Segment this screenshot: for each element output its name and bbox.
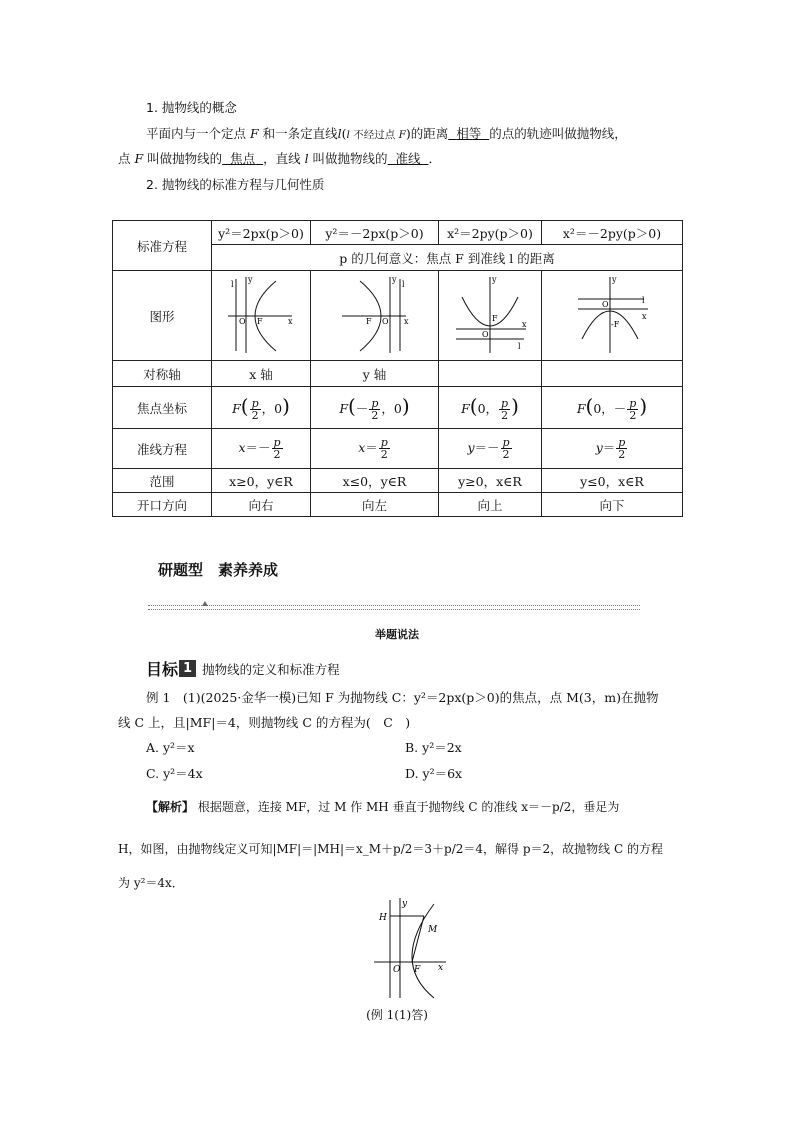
row-label-range: 范围	[113, 469, 212, 493]
svg-text:l: l	[642, 296, 645, 305]
concept-text: 平面内与一个定点	[146, 126, 247, 141]
svg-text:l: l	[518, 342, 521, 351]
option-b: B. y²＝2x	[405, 740, 462, 755]
solution-line-3: 为 y²＝4x．	[118, 876, 184, 890]
concept-note: 不经过点	[349, 129, 399, 141]
svg-text:F: F	[492, 314, 498, 323]
concept-text: 叫做抛物线的	[147, 151, 223, 166]
svg-text:x: x	[438, 963, 444, 973]
range-cell: y≥0，x∈R	[439, 469, 542, 493]
blank-directrix: 准线	[395, 151, 421, 166]
axis-cell	[542, 361, 683, 387]
svg-text:O: O	[239, 317, 246, 326]
focus-prefix: F	[576, 401, 586, 416]
section2-heading: 2. 抛物线的标准方程与几何性质	[146, 177, 325, 192]
target-badge-number: 1	[179, 660, 196, 677]
directrix-cell: y＝ $\frac{p}{2}$	[542, 429, 683, 469]
svg-text:F: F	[257, 317, 263, 326]
divider	[148, 609, 640, 610]
graph-cell	[439, 271, 542, 361]
svg-text:x: x	[403, 317, 409, 326]
svg-text:y: y	[391, 275, 397, 284]
concept-text: 的点的轨迹叫做抛物线，	[489, 126, 627, 141]
option-a: A. y²＝x	[146, 740, 195, 755]
section-title: 研题型 素养养成	[158, 561, 279, 579]
example-line-1: 例 1 (1)(2025·金华一模)已知 F 为抛物线 C：y²＝2px(p＞0)的焦点，点 M(3，m)在抛物	[146, 690, 659, 705]
focus-prefix: F	[461, 401, 470, 416]
divider-marker	[202, 601, 208, 606]
concept-text: 和一条定直线	[262, 126, 338, 141]
opening-cell: 向右	[212, 493, 311, 517]
range-cell: y≤0，x∈R	[542, 469, 683, 493]
svg-text:F: F	[414, 965, 421, 975]
focus-prefix: F	[339, 401, 349, 416]
range-cell: x≤0，y∈R	[311, 469, 439, 493]
equation-cell: y²＝－2px(p＞0)	[311, 221, 439, 245]
row-label-focus: 焦点坐标	[113, 387, 212, 429]
svg-text:l: l	[401, 280, 405, 289]
target-title: 抛物线的定义和标准方程	[202, 661, 340, 677]
graph-up-opening	[452, 273, 528, 355]
svg-text:-F: -F	[611, 320, 620, 329]
p-meaning: p 的几何意义：焦点 F 到准线 l 的距离	[212, 245, 683, 271]
graph-right-opening	[226, 273, 296, 355]
parabola-figure	[362, 894, 452, 1002]
concept-text: )的距离	[405, 126, 449, 141]
svg-text:x: x	[642, 312, 647, 321]
axis-cell: y 轴	[311, 361, 439, 387]
opening-cell: 向下	[542, 493, 683, 517]
axis-cell	[439, 361, 542, 387]
row-label-directrix: 准线方程	[113, 429, 212, 469]
row-label-graph: 图形	[113, 271, 212, 361]
svg-text:O: O	[482, 330, 489, 339]
directrix-cell: y＝－ $\frac{p}{2}$	[439, 429, 542, 469]
focus-cell: F( $\frac{p}{2}$ ，0)	[212, 387, 311, 429]
focus-cell: F(0，－ $\frac{p}{2}$ )	[542, 387, 683, 429]
concept-heading: 1. 抛物线的概念	[146, 100, 237, 115]
directrix-cell: x＝ $\frac{p}{2}$	[311, 429, 439, 469]
focus-prefix: F	[232, 401, 241, 416]
axis-cell: x 轴	[212, 361, 311, 387]
equation-cell: x²＝2py(p＞0)	[439, 221, 542, 245]
graph-left-opening	[340, 273, 410, 355]
opening-cell: 向上	[439, 493, 542, 517]
svg-text:x: x	[522, 320, 527, 329]
svg-text:F: F	[365, 317, 372, 326]
concept-line-2: 点 F 叫做抛物线的 焦点 ，直线 l 叫做抛物线的 准线 ．	[118, 151, 441, 166]
focus-cell: F(－ $\frac{p}{2}$ ，0)	[311, 387, 439, 429]
svg-text:l: l	[231, 280, 234, 289]
concept-text: (	[341, 126, 347, 141]
svg-text:y: y	[612, 275, 617, 284]
solution-text: 根据题意，连接 MF，过 M 作 MH 垂直于抛物线 C 的准线 x＝－p/2，垂足为	[197, 800, 620, 814]
row-label-axis: 对称轴	[113, 361, 212, 387]
option-c: C. y²＝4x	[146, 766, 203, 781]
svg-text:H: H	[379, 913, 387, 923]
example-figure	[362, 894, 452, 1005]
solution-tag: 【解析】	[146, 800, 195, 814]
figure-caption: (例 1(1)答)	[366, 1008, 428, 1022]
svg-text:M: M	[428, 925, 438, 935]
svg-text:O: O	[602, 300, 609, 309]
subsection-title: 举题说法	[375, 628, 419, 641]
option-d: D. y²＝6x	[405, 766, 463, 781]
focus-cell: F(0， $\frac{p}{2}$ )	[439, 387, 542, 429]
equation-cell: x²＝－2py(p＞0)	[542, 221, 683, 245]
svg-text:x: x	[288, 317, 293, 326]
blank-focus: 焦点	[230, 151, 256, 166]
blank-equal: 相等	[456, 126, 482, 141]
example-line-2: 线 C 上，且|MF|＝4，则抛物线 C 的方程为( C )	[118, 715, 411, 730]
svg-text:O: O	[381, 317, 389, 326]
target-badge: 目标	[146, 660, 179, 679]
graph-cell	[542, 271, 683, 361]
graph-cell	[311, 271, 439, 361]
concept-text: 点	[118, 151, 135, 166]
equation-cell: y²＝2px(p＞0)	[212, 221, 311, 245]
parabola-properties-table	[112, 220, 683, 517]
solution-line-2: H，如图，由抛物线定义可知|MF|＝|MH|＝x_M＋p/2＝3＋p/2＝4，解得 p＝2，故抛物线 C 的方程	[118, 842, 663, 856]
divider	[148, 605, 640, 606]
range-cell: x≥0，y∈R	[212, 469, 311, 493]
graph-cell	[212, 271, 311, 361]
concept-text: ．	[428, 151, 441, 166]
svg-text:y: y	[492, 275, 497, 284]
target-heading	[146, 657, 340, 680]
row-label-opening: 开口方向	[113, 493, 212, 517]
concept-line-1: 平面内与一个定点 F 和一条定直线l(l 不经过点 F)的距离 相等 的点的轨迹叫做抛物线，	[146, 126, 627, 141]
svg-text:y: y	[402, 899, 408, 909]
concept-text: ，直线	[263, 151, 301, 166]
graph-down-opening	[574, 273, 650, 355]
solution-line-1	[146, 798, 619, 815]
opening-cell: 向左	[311, 493, 439, 517]
svg-text:y: y	[248, 275, 253, 284]
row-label-equation: 标准方程	[113, 221, 212, 271]
concept-text: 叫做抛物线的	[312, 151, 388, 166]
directrix-cell: x＝－ $\frac{p}{2}$	[212, 429, 311, 469]
svg-text:O: O	[393, 965, 401, 975]
